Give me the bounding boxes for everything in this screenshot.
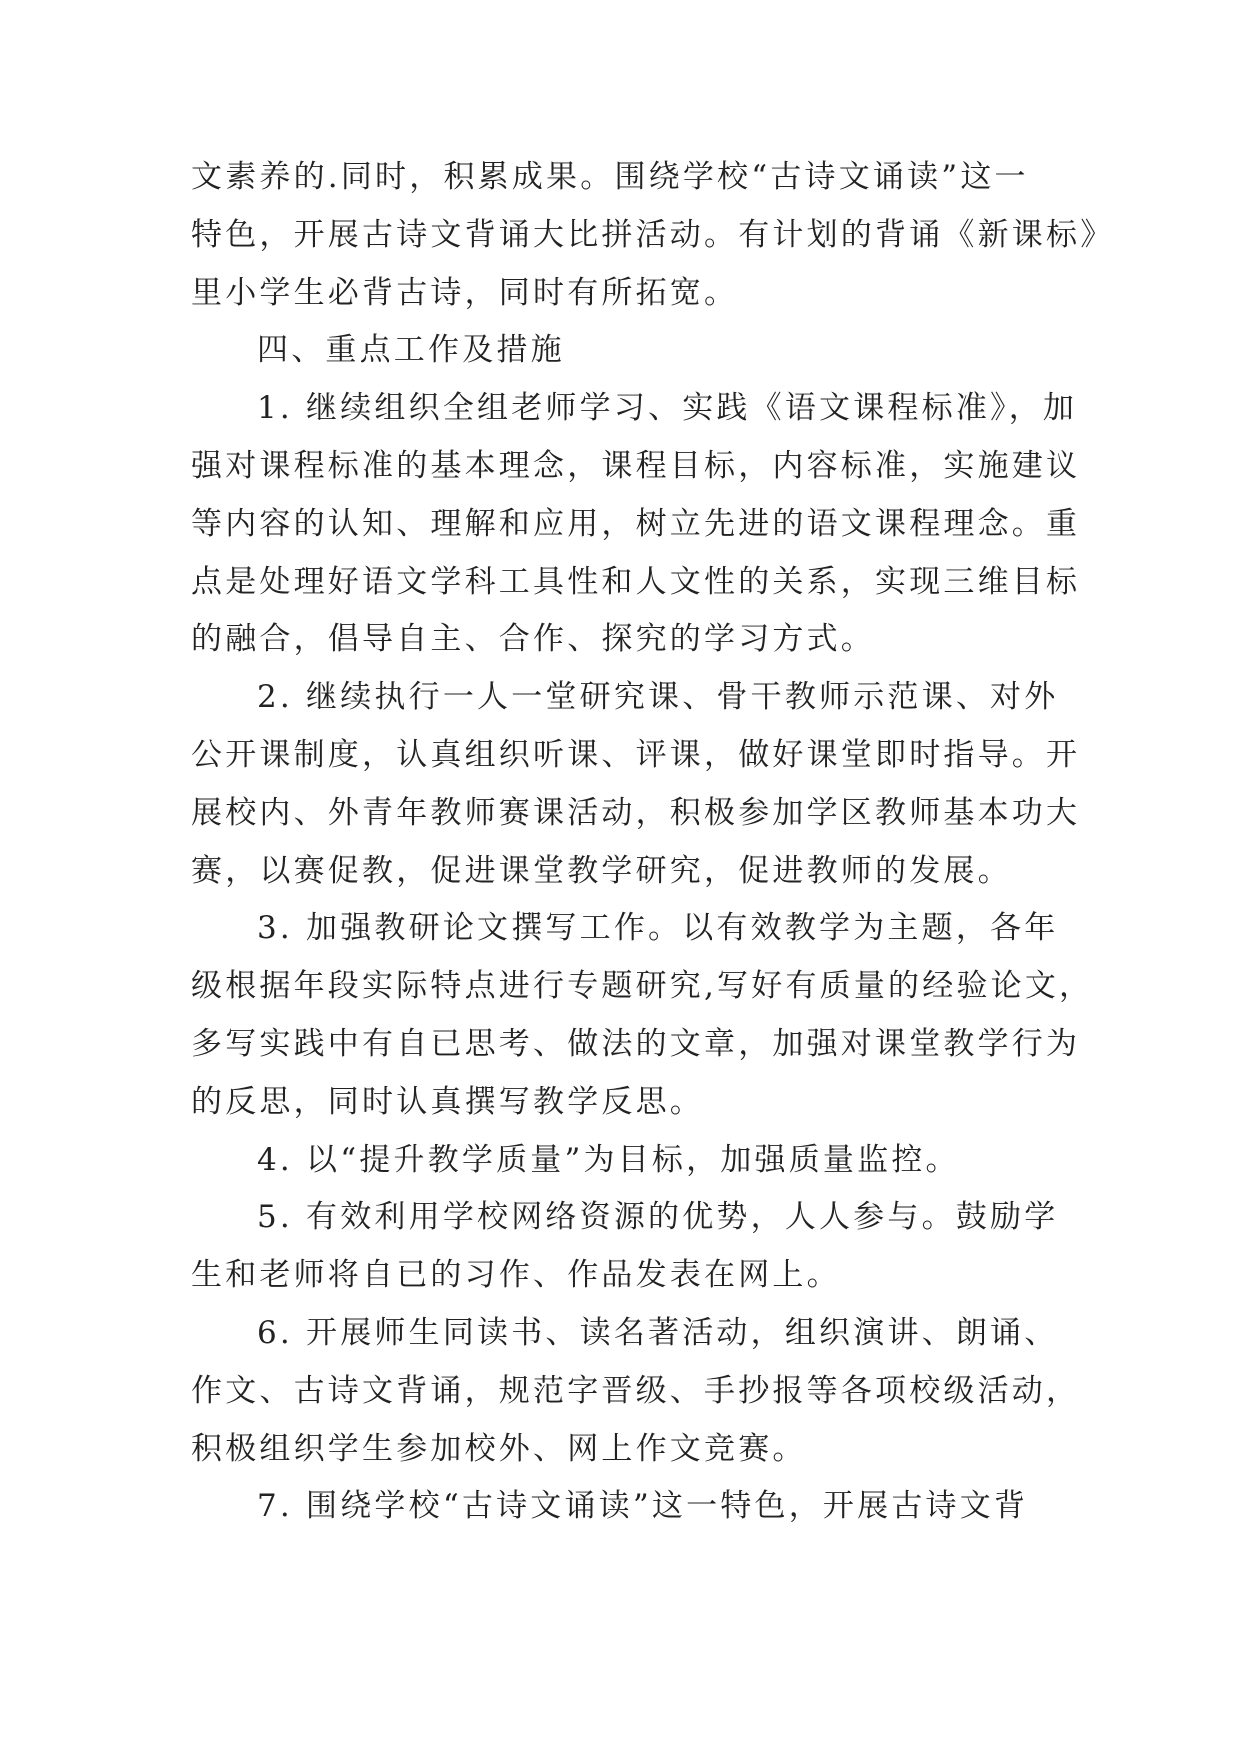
list-item-start: 6. 开展师生同读书、读名著活动，组织演讲、朗诵、 [257,1314,1059,1351]
text-line: 多写实践中有自已思考、做法的文章，加强对课堂教学行为 [191,1025,1081,1062]
text-line: 展校内、外青年教师赛课活动，积极参加学区教师基本功大 [191,794,1081,831]
section-heading: 四、重点工作及措施 [257,332,565,369]
document-body [191,149,1115,1536]
text-line: 赛，以赛促教，促进课堂教学研究，促进教师的发展。 [191,852,1012,889]
text-line: 点是处理好语文学科工具性和人文性的关系，实现三维目标 [191,563,1081,600]
text-line: 等内容的认知、理解和应用，树立先进的语文课程理念。重 [191,505,1081,542]
text-line: 积极组织学生参加校外、网上作文竞赛。 [191,1430,807,1467]
text-line: 里小学生必背古诗，同时有所拓宽。 [191,274,739,311]
list-item-start: 1. 继续组织全组老师学习、实践《语文课程标准》，加 [257,390,1078,427]
text-line: 级根据年段实际特点进行专题研究,写好有质量的经验论文， [191,968,1094,1005]
text-line: 强对课程标准的基本理念，课程目标，内容标准，实施建议 [191,447,1081,484]
list-item-start: 2. 继续执行一人一堂研究课、骨干教师示范课、对外 [257,679,1059,716]
list-item-start: 3. 加强教研论文撰写工作。以有效教学为主题，各年 [257,910,1059,947]
text-line: 的反思，同时认真撰写教学反思。 [191,1083,704,1120]
text-line: 特色，开展古诗文背诵大比拼活动。有计划的背诵《新课标》 [191,216,1115,253]
text-line: 生和老师将自已的习作、作品发表在网上。 [191,1257,841,1294]
text-line: 作文、古诗文背诵，规范字晋级、手抄报等各项校级活动， [191,1372,1081,1409]
list-item-start: 4. 以“提升教学质量”为目标，加强质量监控。 [257,1141,960,1178]
text-line: 文素养的.同时，积累成果。围绕学校“古诗文诵读”这一 [191,159,1029,195]
text-line: 公开课制度，认真组织听课、评课，做好课堂即时指导。开 [191,736,1081,773]
list-item-start: 7. 围绕学校“古诗文诵读”这一特色，开展古诗文背 [257,1488,1029,1525]
text-line: 的融合，倡导自主、合作、探究的学习方式。 [191,621,875,658]
list-item-start: 5. 有效利用学校网络资源的优势，人人参与。鼓励学 [257,1199,1059,1236]
